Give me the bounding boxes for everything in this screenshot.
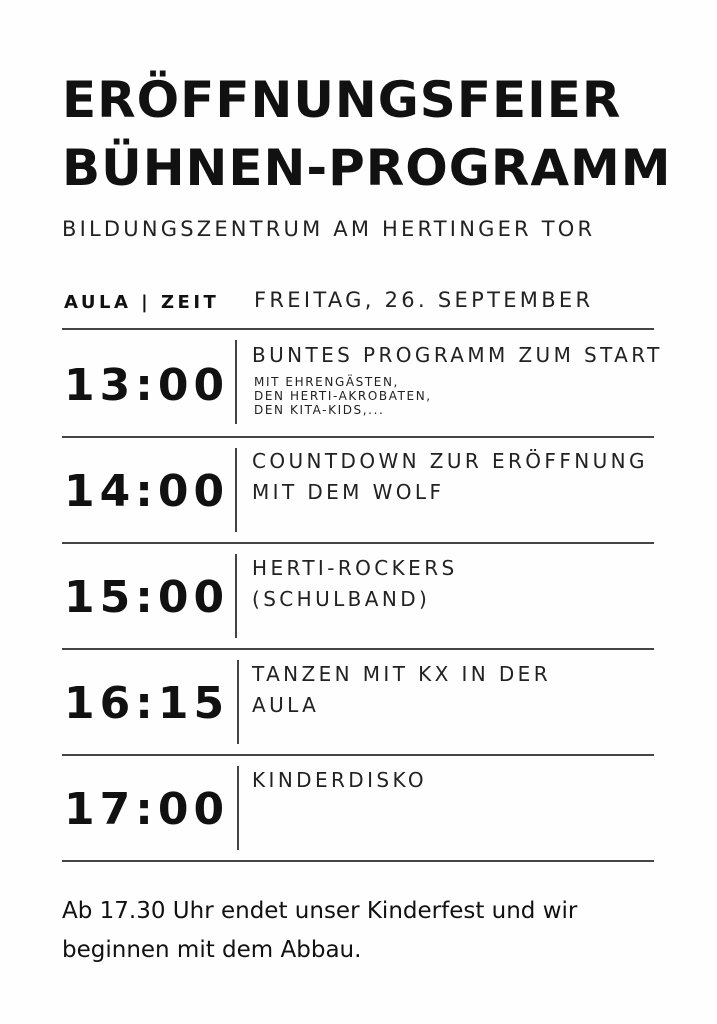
program-item: BUNTES PROGRAMM ZUM START [252, 343, 663, 367]
subtitle: BILDUNGSZENTRUM AM HERTINGER TOR [62, 217, 596, 241]
header-location-time: AULA | ZEIT [64, 292, 220, 313]
column-divider [235, 340, 237, 424]
time-slot: 16:15 [64, 678, 230, 729]
time-slot: 15:00 [64, 572, 230, 623]
detail-line: DEN HERTI-AKROBATEN, [254, 389, 432, 403]
footer-note: Ab 17.30 Uhr endet unser Kinderfest und wir beginnen mit dem Abbau. [62, 898, 578, 963]
divider-header [62, 328, 654, 330]
header-date: FREITAG, 26. SEPTEMBER [254, 288, 594, 312]
program-item-line-2: MIT DEM WOLF [252, 480, 445, 504]
divider-row-4 [62, 754, 654, 756]
column-divider [235, 448, 237, 532]
program-details [254, 375, 432, 417]
time-slot: 13:00 [64, 360, 230, 411]
program-item: COUNTDOWN ZUR ERÖFFNUNG [252, 449, 648, 473]
title-line-1: ERÖFFNUNGSFEIER [62, 71, 622, 129]
program-item-line-2: (SCHULBAND) [252, 587, 431, 611]
column-divider [235, 554, 237, 638]
detail-line: MIT EHRENGÄSTEN, [254, 375, 399, 389]
program-item: HERTI-ROCKERS [252, 556, 458, 580]
divider-row-3 [62, 648, 654, 650]
divider-row-5 [62, 860, 654, 862]
divider-row-1 [62, 436, 654, 438]
column-divider [237, 766, 239, 850]
program-item-line-2: AULA [252, 693, 320, 717]
column-divider [237, 660, 239, 744]
detail-line: DEN KITA-KIDS,... [254, 403, 385, 417]
program-item: TANZEN MIT KX IN DER [252, 662, 552, 686]
time-slot: 14:00 [64, 466, 230, 517]
program-item: KINDERDISKO [252, 768, 428, 792]
divider-row-2 [62, 542, 654, 544]
title-line-2: BÜHNEN-PROGRAMM [62, 139, 672, 197]
time-slot: 17:00 [64, 784, 230, 835]
